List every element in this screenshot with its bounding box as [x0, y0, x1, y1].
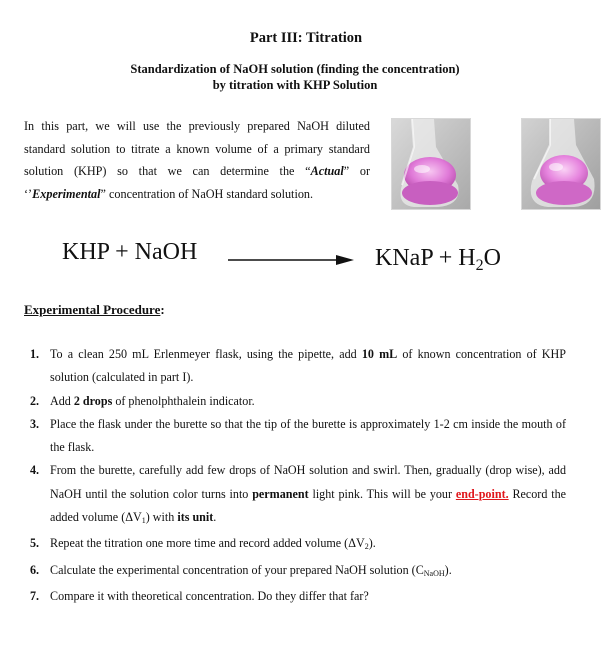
equation-reactants: KHP + NaOH — [62, 239, 198, 265]
list-item — [30, 390, 566, 413]
step-number: 7. — [30, 588, 40, 603]
step-number: 4. — [30, 463, 40, 478]
step-text: Repeat the titration one more time and record added volume (ΔV — [50, 536, 365, 551]
list-item — [30, 413, 566, 460]
equation-products — [375, 245, 501, 275]
step-bold: its unit — [177, 510, 214, 525]
step-text: Record the added volume (ΔV — [50, 486, 566, 525]
step-subscript: 1 — [141, 516, 146, 526]
step-number: 2. — [30, 393, 40, 408]
step-subscript: NaOH — [423, 568, 445, 578]
procedure-steps — [30, 343, 566, 608]
flask-pink-icon — [522, 119, 600, 209]
list-item — [30, 559, 566, 585]
step-text: . — [213, 510, 217, 525]
step-text: To a clean 250 mL Erlenmeyer flask, using the pipette, add — [50, 347, 362, 361]
step-text: Compare it with theoretical concentration. Do they differ that far? — [50, 588, 369, 603]
intro-experimental: Experimental — [32, 186, 101, 201]
equation-product-subscript: 2 — [475, 257, 484, 274]
step-bold: permanent — [252, 486, 309, 501]
list-item — [30, 585, 566, 608]
intro-paragraph — [24, 115, 370, 205]
step-text: ) with — [145, 510, 178, 525]
step-text: ). — [368, 536, 376, 551]
step-number: 6. — [30, 562, 40, 577]
endpoint-label: end-point. — [455, 486, 509, 501]
step-text: Calculate the experimental concentration of your prepared NaOH solution (C — [50, 562, 424, 577]
step-text: light pink. This will be your — [308, 486, 456, 501]
equation-product-tail: O — [483, 245, 501, 271]
list-item — [30, 343, 566, 390]
intro-actual: Actual — [310, 164, 344, 178]
flask-photo-right — [521, 118, 601, 210]
procedure-heading-colon: : — [160, 302, 165, 317]
step-subscript: 2 — [364, 542, 369, 552]
page-title: Part III: Titration — [249, 30, 363, 46]
reaction-arrow-icon — [228, 254, 354, 266]
list-item — [30, 459, 566, 532]
step-text: of known concentration of KHP solution (calculated in part I). — [50, 347, 567, 385]
step-text: ). — [444, 562, 452, 577]
step-bold: 2 drops — [73, 393, 113, 408]
flask-photo-left — [391, 118, 471, 210]
step-text: Add — [50, 393, 74, 408]
procedure-heading-text: Experimental Procedure — [24, 302, 161, 317]
step-text: of phenolphthalein indicator. — [112, 393, 255, 408]
procedure-heading — [24, 302, 165, 318]
subtitle-line-2: by titration with KHP Solution — [212, 78, 378, 92]
step-text: Place the flask under the burette so that the tip of the burette is approximately 1-2 cm inside the mouth of the flask. — [50, 416, 566, 455]
step-number: 5. — [30, 536, 40, 551]
intro-text-2: ” or ‘’ — [24, 164, 371, 201]
step-number: 1. — [30, 347, 40, 361]
intro-text-3: ” concentration of NaOH standard solution. — [100, 186, 314, 201]
list-item — [30, 532, 566, 558]
subtitle-line-1: Standardization of NaOH solution (finding the concentration) — [130, 62, 460, 76]
step-text: From the burette, carefully add few drops of NaOH solution and swirl. Then, gradually (drop wise), add NaOH until the solution color turns into — [50, 463, 566, 501]
step-number: 3. — [30, 416, 40, 431]
equation-product-main: KNaP + H — [375, 245, 476, 271]
step-bold: 10 mL — [361, 347, 398, 361]
subtitle — [80, 61, 510, 93]
intro-text-1: In this part, we will use the previously prepared NaOH diluted standard solution to titrate a known volume of a primary standard solution (KHP) so that we can determine the “ — [24, 119, 370, 178]
flask-pink-icon — [392, 119, 470, 209]
